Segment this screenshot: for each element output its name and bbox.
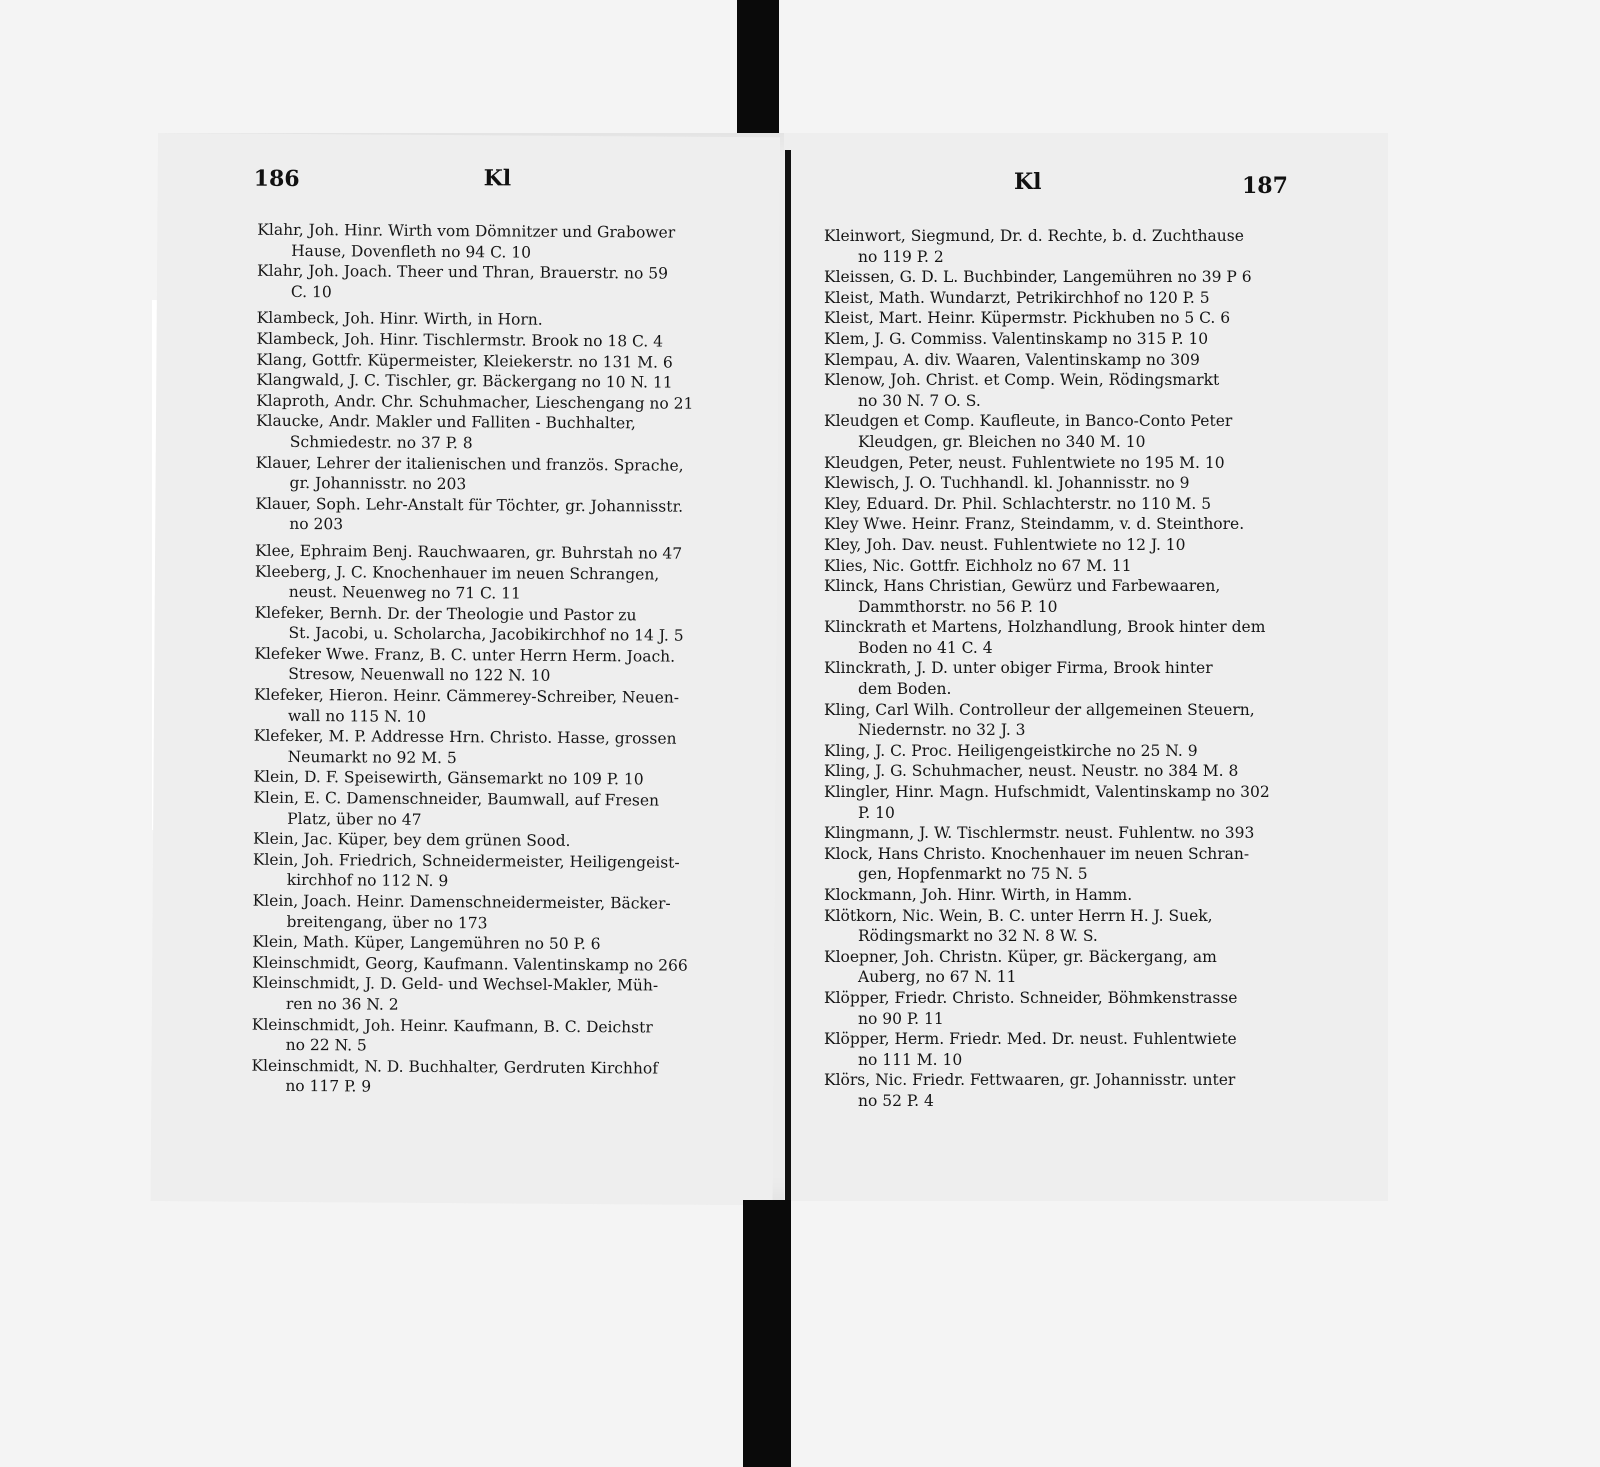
entry-text: Klangwald, J. C. Tischler, gr. Bäckergang no 10 N. 11 [256,370,673,392]
entry-continuation: neust. Neuenweg no 71 C. 11 [288,583,521,603]
directory-entry [256,329,756,353]
entry-continuation: ren no 36 N. 2 [285,994,399,1014]
entry-text: Kloepner, Joh. Christn. Küper, gr. Bäckergang, am [824,947,1217,966]
entry-continuation: no 119 P. 2 [858,247,944,266]
entry-text: Kleeberg, J. C. Knochenhauer im neuen Schrangen, [254,562,660,584]
entry-continuation: gen, Hopfenmarkt no 75 N. 5 [858,865,1088,884]
directory-entries [824,226,1336,1112]
entry-text: Klefeker Wwe. Franz, B. C. unter Herrn Herm. Joach. [254,644,676,666]
directory-entry [254,685,754,730]
entry-continuation: C. 10 [290,282,332,301]
directory-entry [824,700,1336,741]
entry-text: Klefeker, M. P. Addresse Hrn. Christo. Hasse, grossen [253,726,677,748]
entry-continuation: dem Boden. [858,680,952,699]
directory-entry [824,370,1336,411]
entry-continuation: Platz, über no 47 [287,809,422,829]
directory-entry [824,473,1336,494]
entry-text: Klein, D. F. Speisewirth, Gänsemarkt no 109 P. 10 [253,768,644,789]
directory-entry [255,493,755,538]
directory-entry [824,988,1336,1029]
entry-text: Klaproth, Andr. Chr. Schuhmacher, Lieschengang no 21 [256,391,694,413]
entry-continuation: wall no 115 N. 10 [287,706,427,726]
entry-continuation: Stresow, Neuenwall no 122 N. 10 [288,665,551,686]
directory-entry [252,973,752,1018]
directory-entry [824,556,1336,577]
entry-text: Klock, Hans Christo. Knochenhauer im neuen Schran- [824,844,1250,863]
directory-entry [256,411,756,456]
entry-text: Klaucke, Andr. Makler und Falliten - Buchhalter, [255,412,636,433]
entry-continuation: no 22 N. 5 [285,1036,367,1055]
directory-entry [824,885,1336,906]
entry-continuation: Niedernstr. no 32 J. 3 [858,721,1026,740]
entry-text: Klockmann, Joh. Hinr. Wirth, in Hamm. [824,886,1133,904]
entry-continuation: P. 10 [858,803,895,822]
entry-continuation: no 30 N. 7 O. S. [858,391,981,410]
entry-text: Kleudgen et Comp. Kaufleute, in Banco-Conto Peter [824,412,1233,431]
directory-entry [252,891,752,936]
directory-entry [824,308,1336,329]
entry-continuation: St. Jacobi, u. Scholarcha, Jacobikirchhof no 14 J. 5 [288,624,684,645]
directory-entry [824,494,1336,515]
directory-entry [824,267,1336,288]
directory-entry [251,1055,751,1100]
entry-continuation: Neumarkt no 92 M. 5 [287,747,457,767]
entry-continuation: Hause, Dovenfleth no 94 C. 10 [291,241,532,262]
entry-text: Klein, Joach. Heinr. Damenschneidermeister, Bäcker- [252,891,671,913]
directory-entry [824,1029,1336,1070]
entry-text: Klempau, A. div. Waaren, Valentinskamp no 309 [824,350,1200,369]
entry-text: Kling, J. G. Schuhmacher, neust. Neustr. no 384 M. 8 [824,762,1239,781]
left-page [151,133,780,1205]
directory-entry [824,906,1336,947]
entry-text: Klee, Ephraim Benj. Rauchwaaren, gr. Buhrstah no 47 [255,541,683,563]
entry-text: Klöpper, Herm. Friedr. Med. Dr. neust. Fuhlentwiete [824,1030,1237,1049]
directory-entry [252,1014,752,1059]
entry-continuation: Boden no 41 C. 4 [858,638,993,657]
entry-text: Kleinschmidt, Georg, Kaufmann. Valentinskamp no 266 [252,953,688,975]
entry-text: Klörs, Nic. Friedr. Fettwaaren, gr. Johannisstr. unter [824,1071,1236,1090]
directory-entry [824,741,1336,762]
directory-entry [824,576,1336,617]
entry-text: Klambeck, Joh. Hinr. Tischlermstr. Brook no 18 C. 4 [256,329,664,351]
page-number: 186 [253,165,300,192]
directory-entry [824,350,1336,371]
entry-text: Kleinwort, Siegmund, Dr. d. Rechte, b. d. Zuchthause [824,227,1244,245]
entry-text: Klötkorn, Nic. Wein, B. C. unter Herrn H. J. Suek, [824,906,1213,925]
entry-text: Kleinschmidt, Joh. Heinr. Kaufmann, B. C. Deichstr [251,1015,653,1037]
entry-text: Klinckrath et Martens, Holzhandlung, Brook hinter dem [824,618,1266,637]
entry-continuation: no 117 P. 9 [285,1077,372,1096]
entry-text: Klöpper, Friedr. Christo. Schneider, Böhmkenstrasse [824,988,1238,1007]
directory-entry [824,411,1336,452]
entry-text: Klein, Joh. Friedrich, Schneidermeister, Heiligengeist- [252,850,680,872]
entry-text: Klewisch, J. O. Tuchhandl. kl. Johannisstr. no 9 [824,474,1190,493]
entry-text: Kleist, Math. Wundarzt, Petrikirchhof no 120 P. 5 [824,288,1210,307]
entry-text: Kleinschmidt, J. D. Geld- und Wechsel-Makler, Müh- [252,974,659,995]
page-gutter [785,150,791,1200]
directory-entry [824,823,1336,844]
directory-entry [824,329,1336,350]
entry-text: Klingmann, J. W. Tischlermstr. neust. Fuhlentw. no 393 [824,824,1255,843]
open-book [158,133,1388,1201]
black-tape-bottom [743,1200,791,1467]
entry-text: Klein, Jac. Küper, bey dem grünen Sood. [253,829,571,851]
entry-text: Kling, J. C. Proc. Heiligengeistkirche no 25 N. 9 [824,741,1198,760]
directory-entry [255,561,755,606]
directory-entry [824,514,1336,535]
entry-continuation: kirchhof no 112 N. 9 [286,871,449,891]
entry-continuation: Schmiedestr. no 37 P. 8 [289,432,473,453]
entry-text: Klahr, Joh. Hinr. Wirth vom Dömnitzer und Grabower [257,220,676,242]
entry-text: Klein, Math. Küper, Langemühren no 50 P. 6 [252,932,601,954]
directory-entry [824,782,1336,823]
running-head: Kl [483,165,512,192]
entry-text: Kley, Eduard. Dr. Phil. Schlachterstr. no 110 M. 5 [824,494,1212,513]
directory-entry [824,761,1336,782]
entry-text: Klahr, Joh. Joach. Theer und Thran, Brauerstr. no 59 [256,261,669,283]
entry-text: Klein, E. C. Damenschneider, Baumwall, auf Fresen [253,788,660,810]
entry-continuation: Rödingsmarkt no 32 N. 8 W. S. [858,927,1098,946]
entry-continuation: no 90 P. 11 [858,1009,944,1028]
entry-text: Klem, J. G. Commiss. Valentinskamp no 315 P. 10 [824,329,1209,348]
directory-entry [824,947,1336,988]
page-number: 187 [1242,173,1288,199]
entry-text: Kleinschmidt, N. D. Buchhalter, Gerdruten Kirchhof [251,1056,659,1078]
directory-entry [824,617,1336,658]
directory-entry [257,220,757,265]
directory-entry [255,541,755,565]
directory-entry [824,844,1336,885]
directory-entry [254,726,754,771]
entry-text: Klefeker, Hieron. Heinr. Cämmerey-Schreiber, Neuen- [254,685,680,707]
black-tape-top [737,0,779,155]
entry-text: Klambeck, Joh. Hinr. Wirth, in Horn. [256,309,543,330]
entry-text: Klefeker, Bernh. Dr. der Theologie und Pastor zu [254,603,637,625]
directory-entries [251,220,757,1100]
entry-text: Kley Wwe. Heinr. Franz, Steindamm, v. d. Steinthore. [824,515,1245,534]
entry-text: Kley, Joh. Dav. neust. Fuhlentwiete no 12 J. 10 [824,535,1186,554]
entry-text: Klauer, Lehrer der italienischen und französ. Sprache, [255,453,684,475]
entry-text: Klinck, Hans Christian, Gewürz und Farbewaaren, [824,577,1221,596]
entry-continuation: no 203 [289,515,344,534]
entry-continuation: Kleudgen, gr. Bleichen no 340 M. 10 [858,432,1146,451]
directory-entry [253,788,753,833]
entry-text: Kleist, Mart. Heinr. Küpermstr. Pickhuben no 5 C. 6 [824,309,1231,328]
directory-entry [824,658,1336,699]
entry-text: Klenow, Joh. Christ. et Comp. Wein, Rödingsmarkt [824,371,1220,390]
directory-entry [255,452,755,497]
entry-text: Kleudgen, Peter, neust. Fuhlentwiete no 195 M. 10 [824,453,1225,472]
directory-entry [254,644,754,689]
directory-entry [253,849,753,894]
directory-entry [824,288,1336,309]
entry-text: Klauer, Soph. Lehr-Anstalt für Töchter, gr. Johannisstr. [255,494,684,516]
entry-text: Klang, Gottfr. Küpermeister, Kleiekerstr. no 131 M. 6 [256,350,673,372]
directory-entry [824,535,1336,556]
entry-continuation: Auberg, no 67 N. 11 [858,968,1017,987]
directory-entry [824,226,1336,267]
entry-continuation: breitengang, über no 173 [286,912,488,932]
entry-continuation: gr. Johannisstr. no 203 [289,474,467,494]
right-page [784,133,1388,1201]
directory-entry [824,453,1336,474]
directory-entry [824,1070,1336,1111]
directory-entry [257,261,757,306]
entry-continuation: no 52 P. 4 [858,1091,934,1110]
entry-text: Klies, Nic. Gottfr. Eichholz no 67 M. 11 [824,556,1132,575]
entry-continuation: no 111 M. 10 [858,1050,963,1069]
entry-text: Kling, Carl Wilh. Controlleur der allgemeinen Steuern, [824,700,1255,719]
running-head: Kl [1014,169,1042,195]
entry-continuation: Dammthorstr. no 56 P. 10 [858,597,1058,616]
directory-entry [254,602,754,647]
entry-text: Kleissen, G. D. L. Buchbinder, Langemühren no 39 P 6 [824,268,1252,287]
entry-text: Klingler, Hinr. Magn. Hufschmidt, Valentinskamp no 302 [824,783,1270,802]
entry-text: Klinckrath, J. D. unter obiger Firma, Brook hinter [824,659,1213,678]
